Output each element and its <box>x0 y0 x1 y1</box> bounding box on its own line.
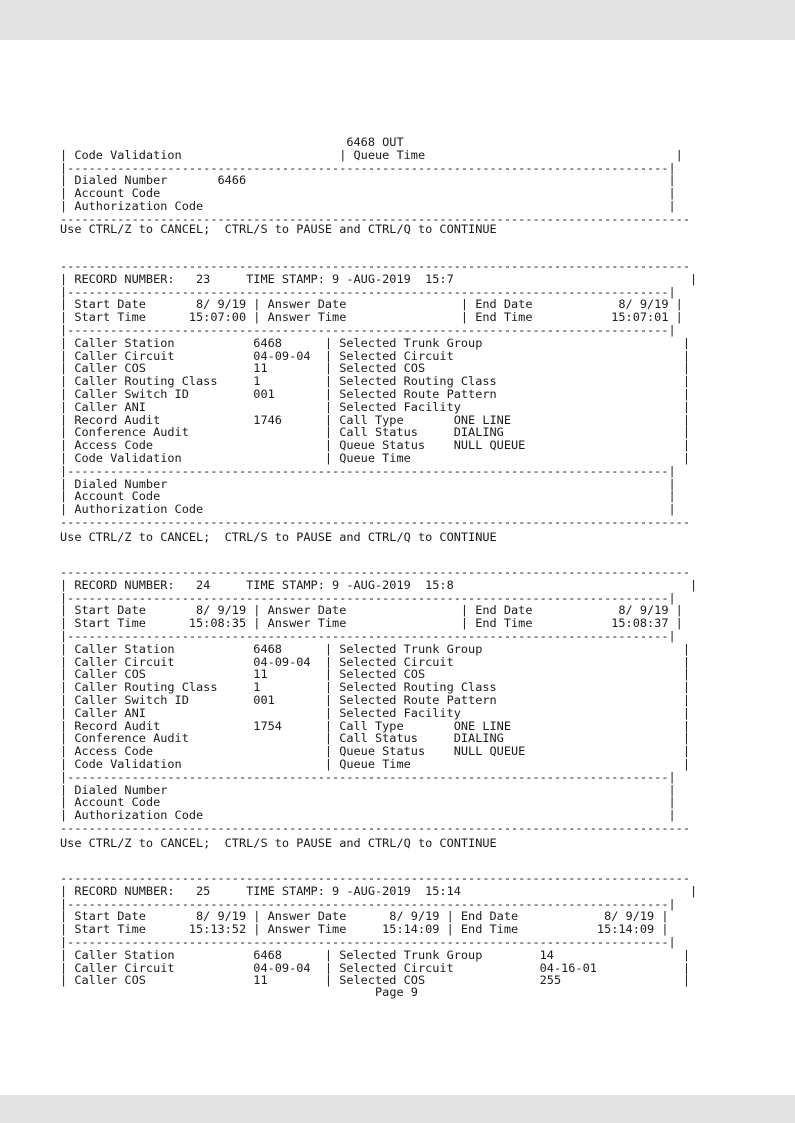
text-line: | Authorization Code | <box>60 808 676 823</box>
text-line: ---------------------------------------------------------------------------------------- <box>60 211 690 226</box>
text-line: | Start Time 15:13:52 | Answer Time 15:14:09 | End Time 15:14:09 | <box>60 922 669 937</box>
text-line: |------------------------------------------------------------------------------------| <box>60 769 676 784</box>
text-line: | Account Code | <box>60 489 676 504</box>
text-line: |------------------------------------------------------------------------------------| <box>60 160 676 175</box>
text-line: | Start Date 8/ 9/19 | Answer Date | End Date 8/ 9/19 | <box>60 603 683 618</box>
text-line: ---------------------------------------------------------------------------------------- <box>60 565 690 579</box>
text-line: |------------------------------------------------------------------------------------| <box>60 896 676 911</box>
text-line: | Conference Audit | Call Status DIALING | <box>60 731 690 746</box>
text-line: | Access Code | Queue Status NULL QUEUE | <box>60 744 690 759</box>
text-line: | Conference Audit | Call Status DIALING | <box>60 425 690 440</box>
text-line: | Code Validation | Queue Time | <box>60 147 683 162</box>
text-line: | Caller ANI | Selected Facility | <box>60 399 690 414</box>
text-line: | Caller ANI | Selected Facility | <box>60 705 690 720</box>
text-line: |------------------------------------------------------------------------------------| <box>60 935 676 949</box>
text-line: | Caller Circuit 04-09-04 | Selected Circuit | <box>60 654 690 669</box>
text-line: | Start Date 8/ 9/19 | Answer Date | End Date 8/ 9/19 | <box>60 297 683 312</box>
text-line: | Code Validation | Queue Time | <box>60 757 690 771</box>
text-line: Use CTRL/Z to CANCEL; CTRL/S to PAUSE and CTRL/Q to CONTINUE <box>60 836 497 850</box>
text-line: Use CTRL/Z to CANCEL; CTRL/S to PAUSE and CTRL/Q to CONTINUE <box>60 222 497 236</box>
text-line: | Record Audit 1754 | Call Type ONE LINE | <box>60 718 690 733</box>
text-line: | Authorization Code | <box>60 199 676 213</box>
text-line: | Start Time 15:07:00 | Answer Time | End Time 15:07:01 | <box>60 310 683 325</box>
text-line: ---------------------------------------------------------------------------------------- <box>60 515 690 529</box>
text-line: | Caller Routing Class 1 | Selected Routing Class | <box>60 374 690 389</box>
text-line: | Caller Station 6468 | Selected Trunk Group | <box>60 641 690 656</box>
text-line: | Record Audit 1746 | Call Type ONE LINE | <box>60 412 690 427</box>
text-line: | Caller COS 11 | Selected COS | <box>60 667 690 682</box>
text-line: | RECORD NUMBER: 25 TIME STAMP: 9 -AUG-2019 15:14 | <box>60 883 698 898</box>
text-line: | Caller COS 11 | Selected COS 255 | <box>60 973 690 988</box>
text-line: | Caller Switch ID 001 | Selected Route Pattern | <box>60 693 690 707</box>
text-line: | Dialed Number 6466 | <box>60 173 676 188</box>
text-line: | RECORD NUMBER: 24 TIME STAMP: 9 -AUG-2019 15:8 | <box>60 577 698 592</box>
text-line: | Caller Circuit 04-09-04 | Selected Circuit 04-16-01 | <box>60 960 690 975</box>
text-line: 6468 OUT <box>60 135 404 149</box>
text-line: ---------------------------------------------------------------------------------------- <box>60 821 690 835</box>
text-line: |------------------------------------------------------------------------------------| <box>60 284 676 299</box>
text-line: ---------------------------------------------------------------------------------------- <box>60 871 690 885</box>
text-line: | Start Time 15:08:35 | Answer Time | End Time 15:08:37 | <box>60 616 683 631</box>
text-line: | Account Code | <box>60 795 676 810</box>
text-line: Use CTRL/Z to CANCEL; CTRL/S to PAUSE and CTRL/Q to CONTINUE <box>60 530 497 544</box>
text-line: | Caller Station 6468 | Selected Trunk Group | <box>60 335 690 350</box>
text-line: ---------------------------------------------------------------------------------------- <box>60 259 690 273</box>
text-line: | Account Code | <box>60 186 676 201</box>
text-line: | Caller Switch ID 001 | Selected Route Pattern | <box>60 387 690 401</box>
page-number: Page 9 <box>375 985 418 999</box>
text-line: |------------------------------------------------------------------------------------| <box>60 629 676 643</box>
text-line: |------------------------------------------------------------------------------------| <box>60 590 676 605</box>
text-line: | Start Date 8/ 9/19 | Answer Date 8/ 9/19 | End Date 8/ 9/19 | <box>60 909 669 924</box>
text-line: |------------------------------------------------------------------------------------| <box>60 463 676 478</box>
text-line: | Code Validation | Queue Time | <box>60 451 690 465</box>
text-line: |------------------------------------------------------------------------------------| <box>60 323 676 337</box>
text-line: | RECORD NUMBER: 23 TIME STAMP: 9 -AUG-2019 15:7 | <box>60 271 698 286</box>
text-line: | Caller Routing Class 1 | Selected Routing Class | <box>60 680 690 695</box>
text-line: | Dialed Number | <box>60 782 676 797</box>
text-line: | Access Code | Queue Status NULL QUEUE | <box>60 438 690 453</box>
text-line: | Caller Circuit 04-09-04 | Selected Circuit | <box>60 348 690 363</box>
text-line: | Caller Station 6468 | Selected Trunk Group 14 | <box>60 947 690 962</box>
text-line: | Caller COS 11 | Selected COS | <box>60 361 690 376</box>
text-line: | Dialed Number | <box>60 476 676 491</box>
text-line: | Authorization Code | <box>60 502 676 517</box>
